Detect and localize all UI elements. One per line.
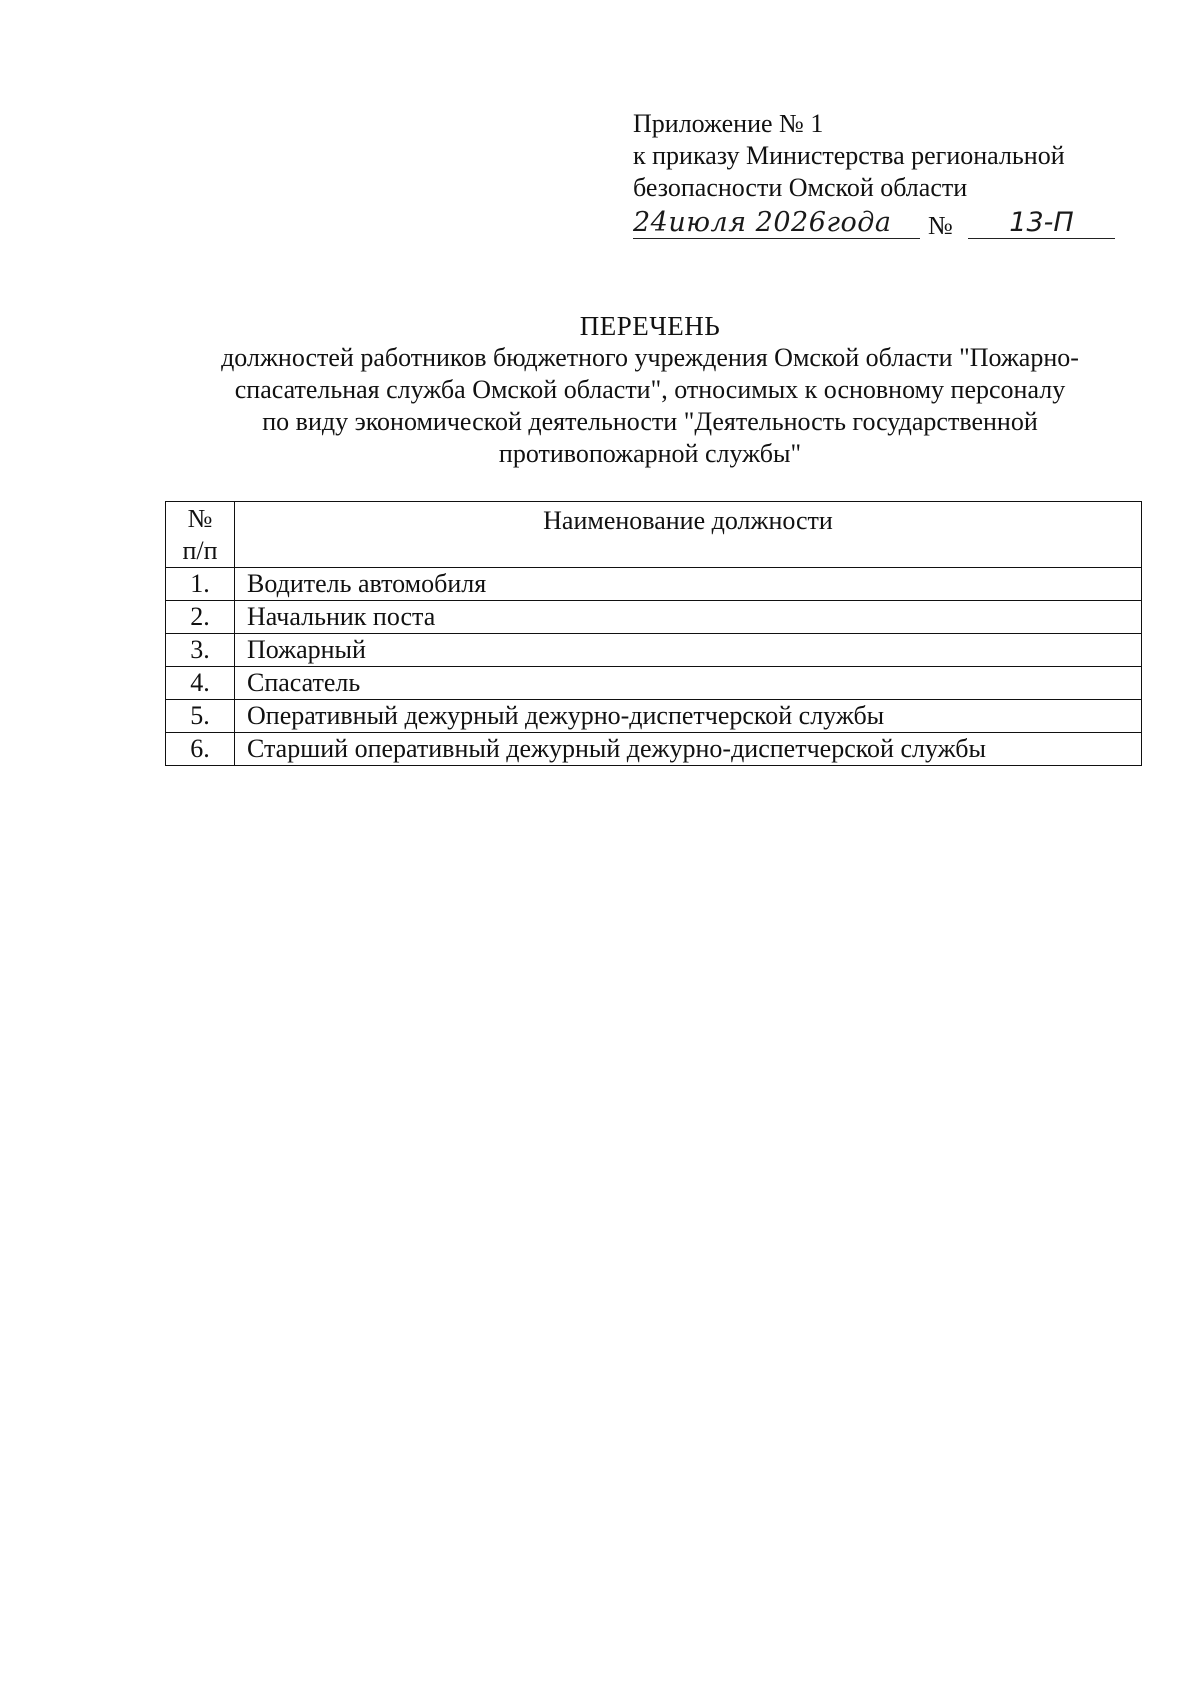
positions-table	[165, 501, 1142, 766]
header-number-symbol: №	[187, 504, 213, 533]
position-name: Старший оперативный дежурный дежурно-диспетчерской службы	[235, 733, 1142, 766]
title-block	[150, 310, 1150, 470]
title-line-1: должностей работников бюджетного учреждения Омской области "Пожарно-	[221, 343, 1079, 372]
table-row	[166, 667, 1142, 700]
header-name-label: Наименование должности	[543, 506, 833, 535]
position-name: Пожарный	[235, 634, 1142, 667]
position-name: Водитель автомобиля	[235, 568, 1142, 601]
title-line-3: по виду экономической деятельности "Деятельность государственной	[262, 407, 1038, 436]
table-header-row	[166, 502, 1142, 568]
header-number-abbr: п/п	[182, 536, 218, 565]
header-number-cell	[166, 502, 235, 568]
title-line-4: противопожарной службы"	[498, 439, 802, 468]
table-row	[166, 568, 1142, 601]
handwritten-date: 24июля 2026года	[633, 208, 920, 239]
appendix-line-1: Приложение № 1	[633, 109, 824, 138]
header-name-cell	[235, 502, 1142, 568]
handwritten-order-number: 13-П	[968, 208, 1115, 239]
row-number: 4.	[166, 667, 235, 700]
table-row	[166, 733, 1142, 766]
row-number: 3.	[166, 634, 235, 667]
order-number-label: №	[928, 211, 953, 240]
appendix-line-2: к приказу Министерства региональной	[633, 141, 1065, 170]
position-name: Спасатель	[235, 667, 1142, 700]
row-number: 2.	[166, 601, 235, 634]
table-row	[166, 700, 1142, 733]
row-number: 6.	[166, 733, 235, 766]
appendix-block	[633, 108, 1113, 246]
appendix-line-3: безопасности Омской области	[633, 173, 968, 202]
row-number: 1.	[166, 568, 235, 601]
table-row	[166, 601, 1142, 634]
order-date-number-line	[633, 206, 1113, 246]
position-name: Оперативный дежурный дежурно-диспетчерской службы	[235, 700, 1142, 733]
table-row	[166, 634, 1142, 667]
document-heading: ПЕРЕЧЕНЬ	[579, 311, 721, 341]
row-number: 5.	[166, 700, 235, 733]
title-line-2: спасательная служба Омской области", относимых к основному персоналу	[234, 375, 1066, 404]
position-name: Начальник поста	[235, 601, 1142, 634]
